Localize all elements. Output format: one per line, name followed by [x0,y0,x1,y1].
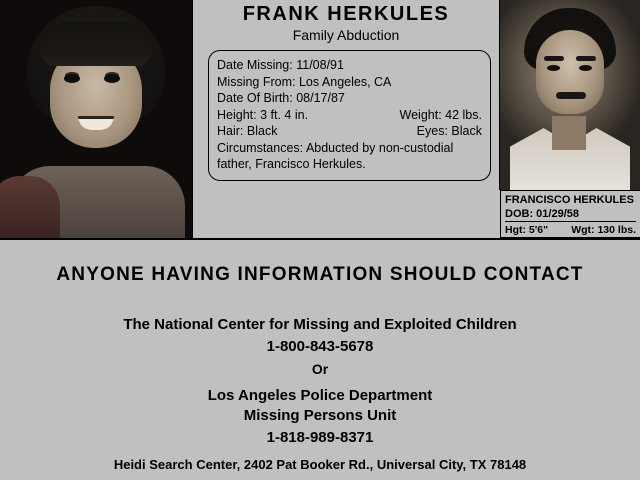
abductor-photo-left-brow [544,56,564,61]
contact-organization: The National Center for Missing and Exploited Children [123,316,517,333]
abductor-photo-face [536,30,604,114]
detail-date-missing-label: Date Missing: [217,58,293,72]
detail-date-missing-value: 11/08/91 [296,58,344,72]
child-photo-shirt-accent [0,176,60,238]
detail-height-value: 3 ft. 4 in. [260,107,309,122]
detail-height-weight [217,107,482,124]
abductor-photograph [499,0,640,190]
detail-missing-from-label: Missing From: [217,74,296,89]
detail-dob-label: Date Of Birth: [217,91,293,105]
poster-top-section [0,0,640,238]
detail-date-missing [217,57,482,74]
detail-missing-from [217,74,482,91]
abductor-name: FRANCISCO HERKULES [505,194,634,206]
detail-height-label: Height: [217,107,257,122]
abductor-photo-left-eye [547,65,560,71]
case-type: Family Abduction [292,27,400,43]
abductor-dob: DOB: 01/29/58 [505,208,579,220]
contact-organization-phone: 1-800-843-5678 [266,338,374,355]
poster-headline [196,2,496,44]
detail-circumstances-label: Circumstances: [217,140,304,155]
abductor-photo-right-brow [576,56,596,61]
detail-hair-label: Hair: [217,124,244,138]
abductor-photo-right-eye [579,65,592,71]
contact-or: Or [311,361,329,377]
contact-department: Los Angeles Police Department [207,387,433,404]
abductor-photo-mustache [556,92,586,99]
detail-height [217,107,308,124]
details-box [208,50,491,181]
detail-circumstances [217,140,482,173]
detail-hair-value: Black [246,124,278,138]
detail-eyes [417,123,482,140]
detail-weight-value: 42 lbs. [445,107,482,122]
detail-eyes-label: Eyes: [416,124,448,138]
detail-circumstances-value: Abducted by non-custodial father, Francisco Herkules. [217,140,454,171]
child-photo-right-eye [104,74,120,83]
child-photo-bangs [40,22,152,66]
detail-dob-value: 08/17/87 [296,91,345,105]
detail-dob [217,90,482,107]
poster-contact-section [0,240,640,480]
abductor-photo-neck [552,116,586,150]
poster-footer: Heidi Search Center, 2402 Pat Booker Rd., Universal City, TX 78148 [113,457,527,472]
detail-weight-label: Weight: [399,107,442,122]
contact-department-unit: Missing Persons Unit [243,407,397,424]
child-name: FRANK HERKULES [242,3,450,25]
contact-heading: ANYONE HAVING INFORMATION SHOULD CONTACT [56,264,584,285]
abductor-height-weight [505,221,636,237]
child-photo-left-eye [64,74,80,83]
child-photograph [0,0,193,238]
detail-missing-from-value: Los Angeles, CA [298,74,392,89]
detail-hair [217,123,277,140]
detail-weight [400,107,482,124]
detail-eyes-value: Black [451,124,482,138]
abductor-weight: Wgt: 130 lbs. [571,224,636,236]
contact-department-phone: 1-818-989-8371 [266,429,374,446]
abductor-caption [500,190,640,238]
detail-hair-eyes [217,123,482,140]
abductor-height: Hgt: 5'6" [505,224,549,236]
